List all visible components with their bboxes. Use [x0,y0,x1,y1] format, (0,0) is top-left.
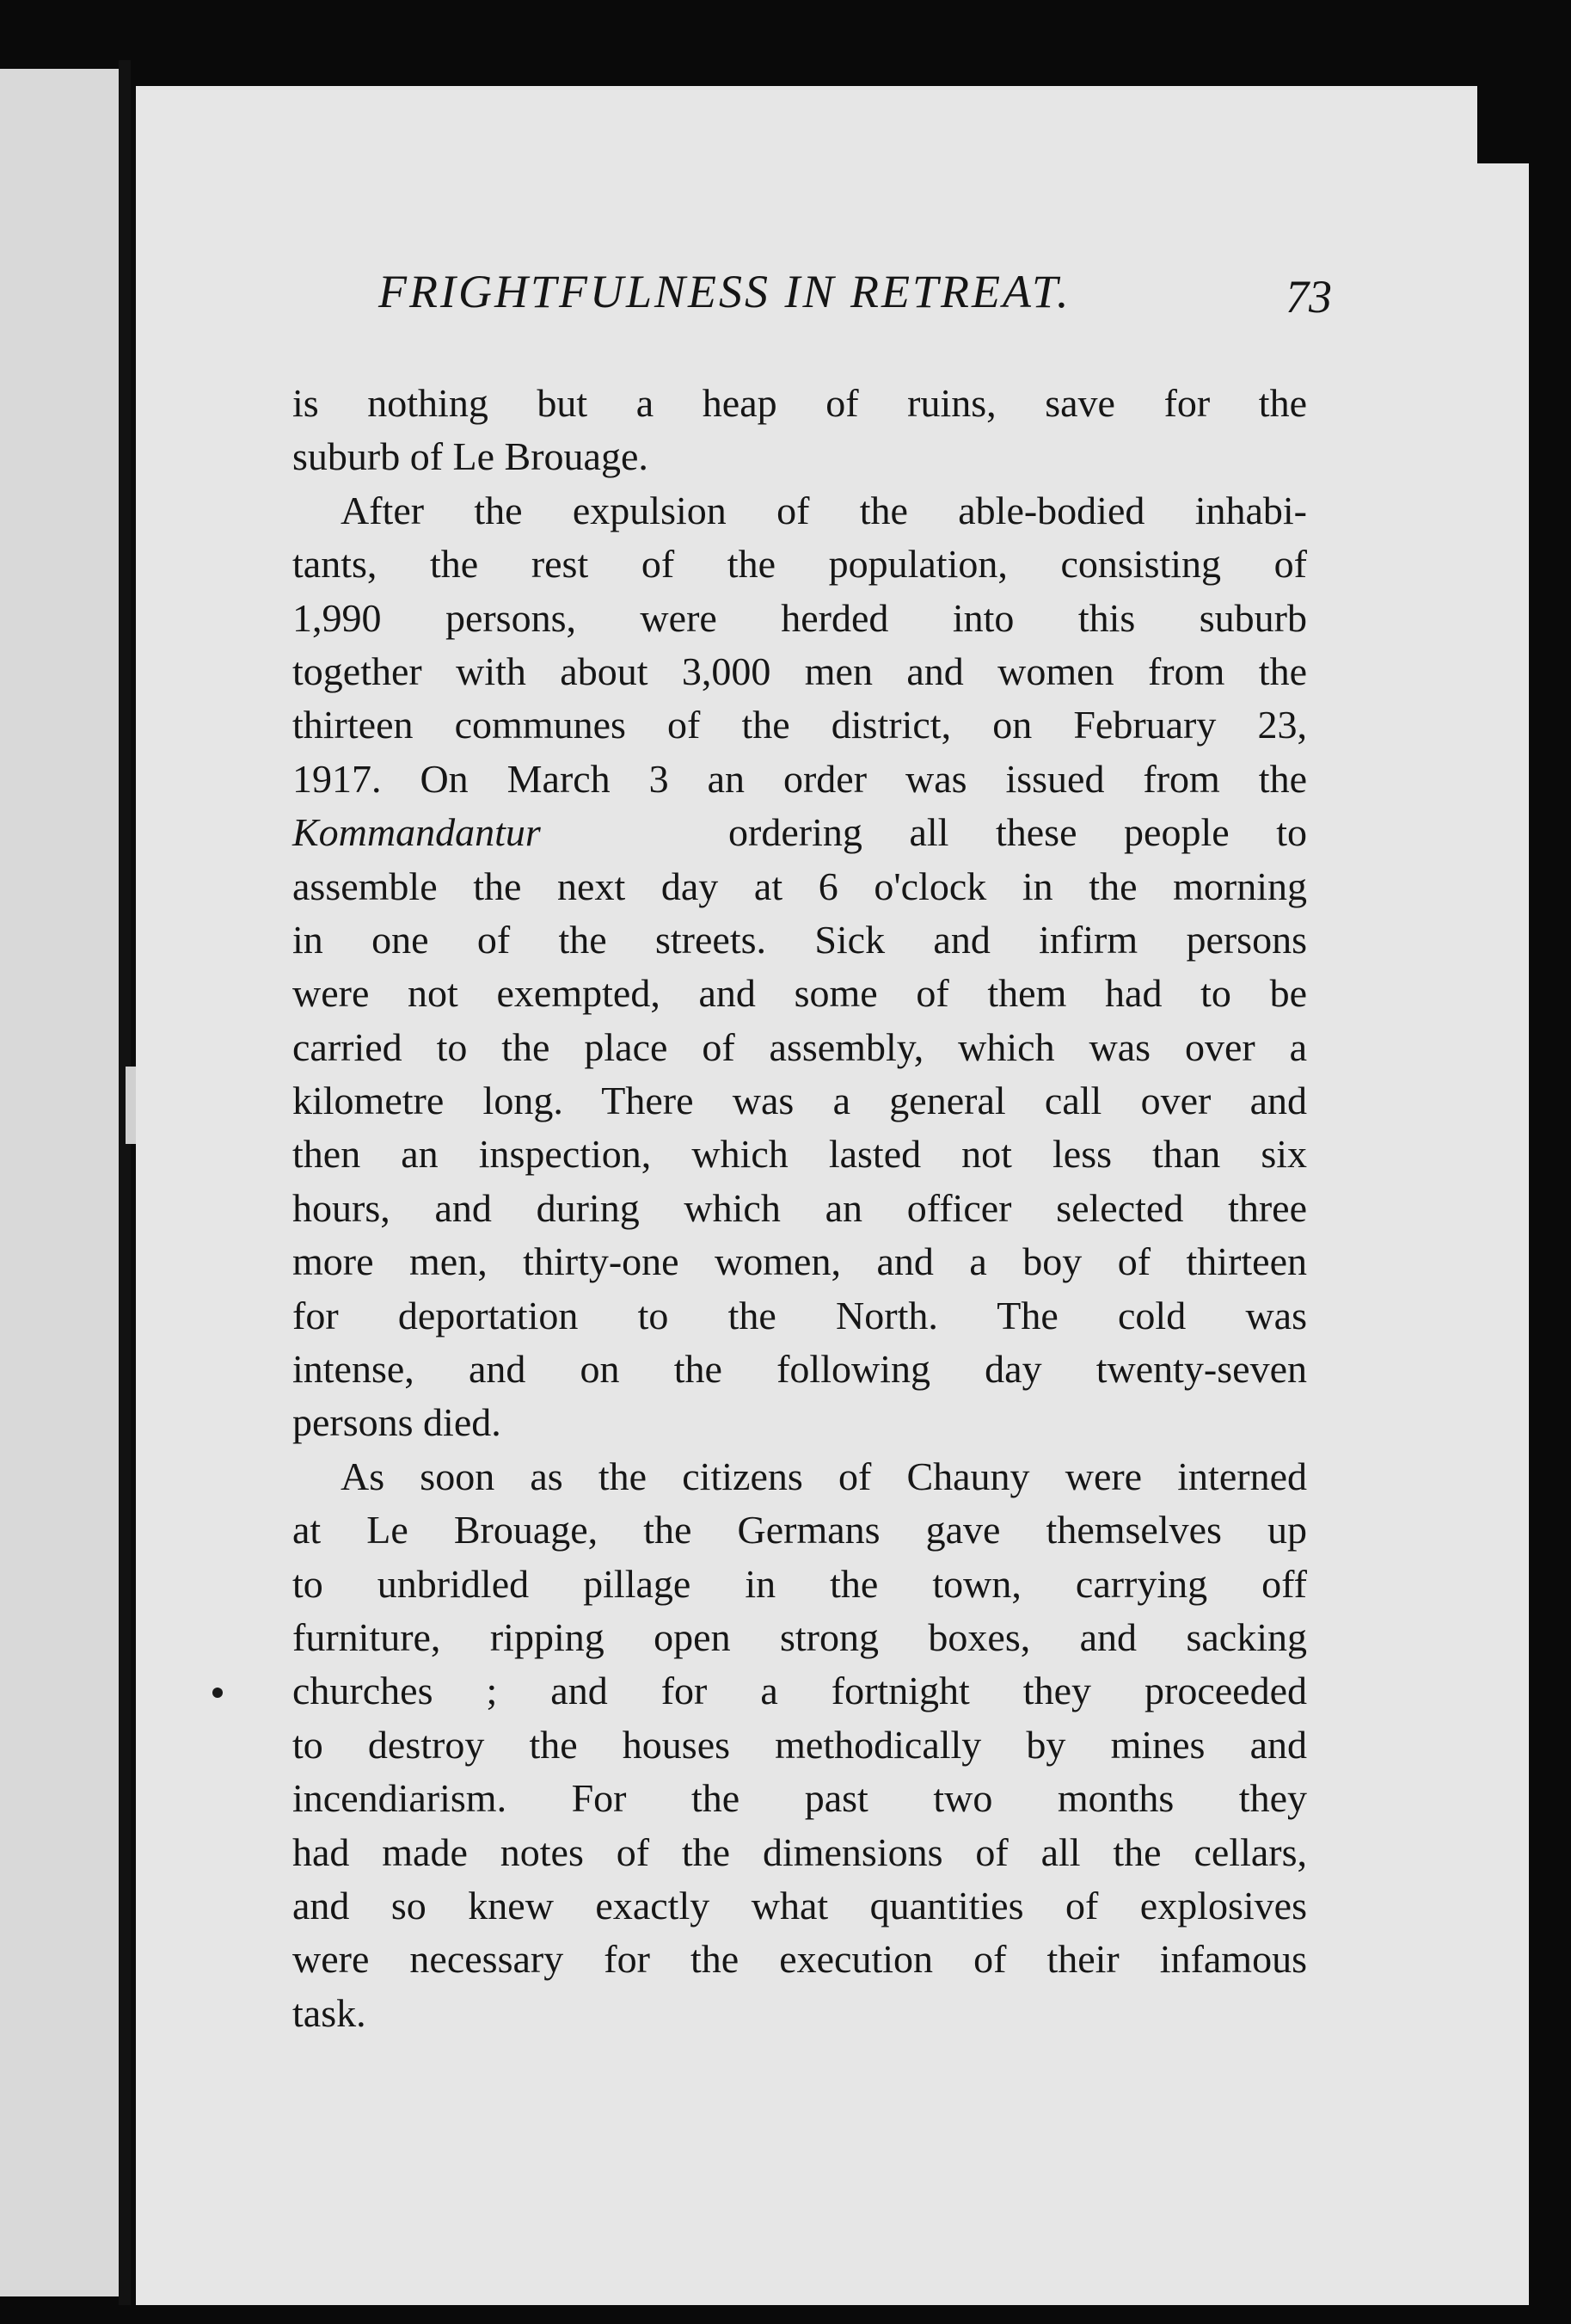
text-line: churches ; and for a fortnight they proceeded [292,1669,1307,1713]
text-line: more men, thirty-one women, and a boy of thirteen [292,1239,1307,1284]
text-line: suburb of Le Brouage. [292,434,648,479]
text-line-rest: ordering all these people to [728,810,1307,855]
text-line: and so knew exactly what quantities of explosives [292,1883,1307,1927]
text-line: had made notes of the dimensions of all the cellars, [292,1829,1307,1874]
text-line: kilometre long. There was a general call over and [292,1079,1307,1123]
text-line: together with about 3,000 men and women from the [292,649,1307,693]
text-line: at Le Brouage, the Germans gave themselves up [292,1508,1307,1552]
text-line: furniture, ripping open strong boxes, and sacking [292,1614,1307,1659]
body-text [292,377,1307,2040]
text-line: were not exempted, and some of them had to be [292,971,1307,1016]
text-line: thirteen communes of the district, on February 23, [292,703,1307,747]
facing-page-edge [0,69,119,2296]
text-line: assemble the next day at 6 o'clock in the morning [292,864,1307,908]
text-line: intense, and on the following day twenty-seven [292,1347,1307,1392]
text-line: in one of the streets. Sick and infirm persons [292,917,1307,962]
text-line-with-italic [292,806,1307,859]
text-line: carried to the place of assembly, which was over a [292,1024,1307,1069]
text-line: 1917. On March 3 an order was issued from the [292,756,1307,801]
text-line: for deportation to the North. The cold was [292,1293,1307,1337]
margin-dot [212,1688,223,1698]
text-line: incendiarism. For the past two months they [292,1776,1307,1821]
text-line: hours, and during which an officer selected three [292,1185,1307,1230]
text-line: tants, the rest of the population, consisting of [292,542,1307,587]
scan-corner [1477,86,1529,163]
text-line: 1,990 persons, were herded into this suburb [292,595,1307,640]
italic-term: Kommandantur [292,810,541,855]
binding-gutter [119,60,131,2305]
page-number: 73 [1286,271,1332,323]
text-line: to unbridled pillage in the town, carrying off [292,1561,1307,1606]
text-line: persons died. [292,1400,501,1445]
text-line: to destroy the houses methodically by mines and [292,1722,1307,1767]
text-line: After the expulsion of the able-bodied inhabi- [341,488,1307,532]
running-title: FRIGHTFULNESS IN RETREAT. [378,266,1071,317]
text-line: were necessary for the execution of their infamous [292,1937,1307,1982]
text-line: then an inspection, which lasted not less than six [292,1132,1307,1177]
text-line: As soon as the citizens of Chauny were interned [341,1454,1307,1498]
running-head [258,258,1333,335]
text-line: is nothing but a heap of ruins, save for the [292,381,1307,425]
text-line: task. [292,1990,366,2035]
